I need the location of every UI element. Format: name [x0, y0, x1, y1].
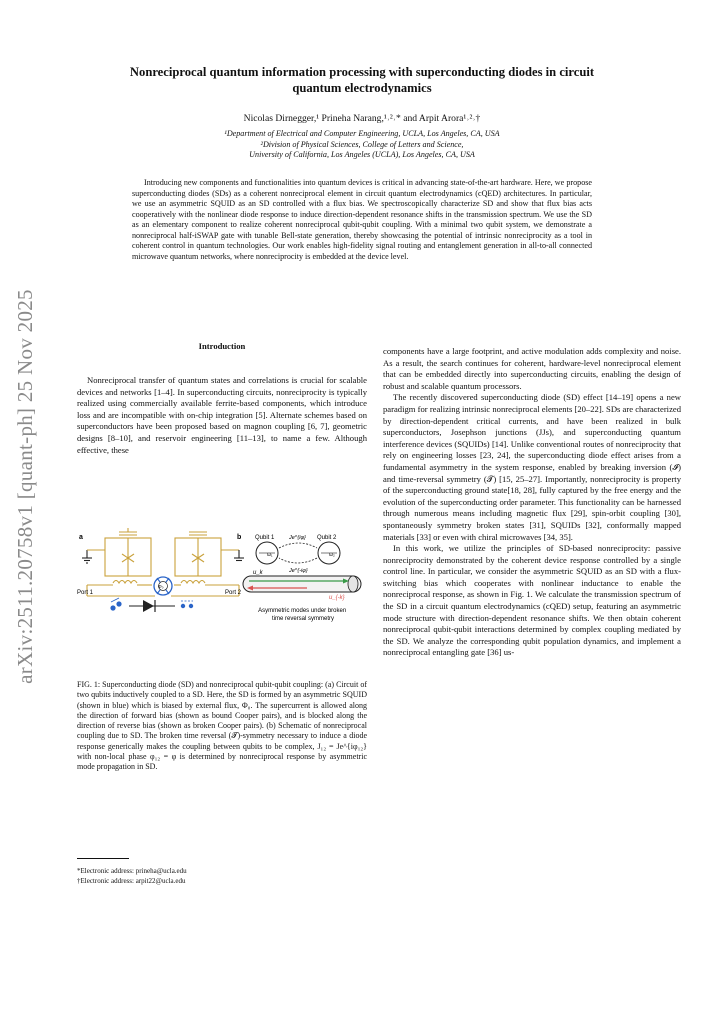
qubit-1-label: Qubit 1: [255, 535, 275, 541]
coupling-arrow-top: [279, 543, 317, 548]
footnote-rule: [77, 858, 129, 859]
coupling-arrow-bottom: [279, 558, 317, 563]
affiliation-2: ²Division of Physical Sciences, College of Letters and Science,: [260, 139, 464, 149]
right-paragraph-3: In this work, we utilize the principles of SD-based nonreciprocity: passive nonreciprocity demonstrated by the coherent device response controlled by a single control line. In particular, we consider the asymmetric SQUID as an SD with a flux-switching bias which cooperates with nonlinear inductance to enable the nonreciprocal response, as shown in Fig. 1. We calculate the transmission spectrum of the SD in a circuit quantum electrodynamics (cQED) setup, featuring an asymmetric mode structure with direction-dependent resonance shifts. We then obtain coherent nonreciprocal qubit-qubit interactions determined by complex coupling mediated by the SD. We analyze the corresponding qubit population dynamics, and implement a nonreciprocal entangling gate [36] us-: [383, 543, 681, 658]
affiliation-1: ¹Department of Electrical and Computer Engineering, UCLA, Los Angeles, CA, USA: [224, 129, 500, 138]
section-heading-introduction: Introduction: [198, 341, 246, 351]
coupling-backward-label: Je^{-iφ}: [289, 568, 308, 574]
bound-cooper-pair: [110, 598, 121, 611]
diode-symbol: [129, 600, 175, 612]
right-paragraph-1: components have a large footprint, and active modulation adds complexity and noise. As a result, the search continues for coherent, hardware-level nonreciprocal element that can be embedded directly into superconducting circuits, enabling the design of robust and scalable quantum processors.: [383, 346, 681, 391]
port-2-label: Port 2: [225, 590, 242, 596]
footnote-2: †Electronic address: arpit22@ucla.edu: [77, 877, 186, 885]
intro-paragraph-1: Nonreciprocal transfer of quantum states and correlations is crucial for scalable devices and networks [1–4]. In superconducting circuits, nonreciprocity is typically realized using commercially available ferrite-based components, which introduce loss and are incompatible with on-chip integration [5]. Alternate schemes based on superconductors have been proposed based on magnon coupling [6, 7], geometric designs [8–10], and reservoir engineering [11–13], to name a few. Although effective, these: [77, 375, 367, 455]
mode-k-label: u_k: [253, 570, 263, 576]
abstract: Introducing new components and functionalities into quantum devices is critical in advancing state-of-the-art hardware. Here, we propose superconducting diodes (SDs) as a coherent nonreciprocal element in circuit quantum electrodynamics (cQED) architectures. In particular, we use an asymmetric SQUID as an SD controlled with a flux bias. We spectroscopically characterize SD and show that flux bias acts cooperatively with the nonlinear diode response to induce direction-dependent resonance shifts in the transmission spectrum. We use the SD as an elementary component to realize coherent nonreciprocal qubit-qubit coupling. With a minimal two qubit system, we demonstrate a nonreciprocal half-iSWAP gate with tunable Bell-state generation, thereby showcasing the potential of intrinsic nonreciprocity as a tool in coherent control in quantum technologies. Our work enables high-fidelity signal routing and entanglement generation in all-to-all connected microwave quantum networks, where nonreciprocity is embedded at the device level.: [132, 178, 592, 261]
arxiv-identifier: arXiv:2511.20758v1 [quant-ph] 25 Nov 2025: [12, 288, 37, 684]
mode-minus-k-label: u_{-k}: [329, 595, 345, 601]
figure-1: [77, 528, 367, 668]
omega-2-label: ω₂: [329, 552, 335, 558]
omega-1-label: ω₁: [267, 552, 273, 558]
figure-1-caption: FIG. 1: Superconducting diode (SD) and nonreciprocal qubit-qubit coupling: (a) Circuit of two qubits inductively coupled to a SD. Here, the SD is formed by an asymmetric SQUID (shown in blue) which is biased by external flux, Φ₀. The supercurrent is allowed along the direction of forward bias (shown as bound Cooper pairs), and is blocked along the direction of reverse bias (shown as broken Cooper pairs). (b) Schematic of nonreciprocal coupling due to SD. The broken time reversal (𝓣)-symmetry necessary to induce a diode response generically makes the coupling between qubits to be complex, J₁₂ = Je^{iφ₁₂} with non-local phase φ₁₂ = φ is determined by nonreciprocal response by asymmetric mode propagation in SD.: [77, 680, 367, 772]
coupling-forward-label: Je^{iφ}: [289, 535, 306, 541]
intro-left-column: [77, 375, 367, 456]
panel-a-label: a: [79, 534, 83, 541]
qubit-2-label: Qubit 2: [317, 535, 337, 541]
right-paragraph-2: The recently discovered superconducting diode (SD) effect [14–19] opens a new paradigm for realizing intrinsic nonreciprocal elements [20–22]. SDs are characterized by direction-dependent critical currents, and have been realized in bulk superconductors, Josephson junctions (JJs), and superconducting quantum interference devices (SQUIDs) [14]. Unlike conventional routes of nonreciprocity that rely on engineering losses [23, 24], the superconducting diode effect arises from a fundamental asymmetry in the system response, enabled by breaking inversion (𝓘) and time-reversal symmetry (𝓣) [15, 25–27]. Importantly, nonreciprocity is property of the superconducting ground state[18, 28], fully captured by the free energy and the evolution of the superconducting order parameter. This functionality can be harnessed through numerous means including magnetic flux [29], spin-orbit coupling [30], spontaneously symmetry broken states [31], SQUIDs [32], conformally mapped materials [33] or even with chiral microwaves [34, 35].: [383, 392, 681, 542]
broken-cooper-pair: [181, 601, 193, 608]
panel-b-caption: Asymmetric modes under broken time reversal symmetry: [258, 608, 347, 622]
waveguide-tube: [243, 576, 361, 592]
affiliation-3: University of California, Los Angeles (UCLA), Los Angeles, CA, USA: [249, 150, 475, 160]
paper-title: Nonreciprocal quantum information processing with superconducting diodes in circuit quantum electrodynamics: [129, 65, 595, 95]
affiliations: [62, 129, 662, 161]
port-1-label: Port 1: [77, 590, 94, 596]
flux-label: Φ₀: [158, 584, 164, 589]
right-column: [383, 346, 681, 659]
panel-b-label: b: [237, 534, 242, 541]
footnote-1: *Electronic address: prineha@ucla.edu: [77, 867, 187, 875]
author-list: Nicolas Dirnegger,¹ Prineha Narang,¹˒²˒* and Arpit Arora¹˒²˒†: [243, 113, 481, 124]
